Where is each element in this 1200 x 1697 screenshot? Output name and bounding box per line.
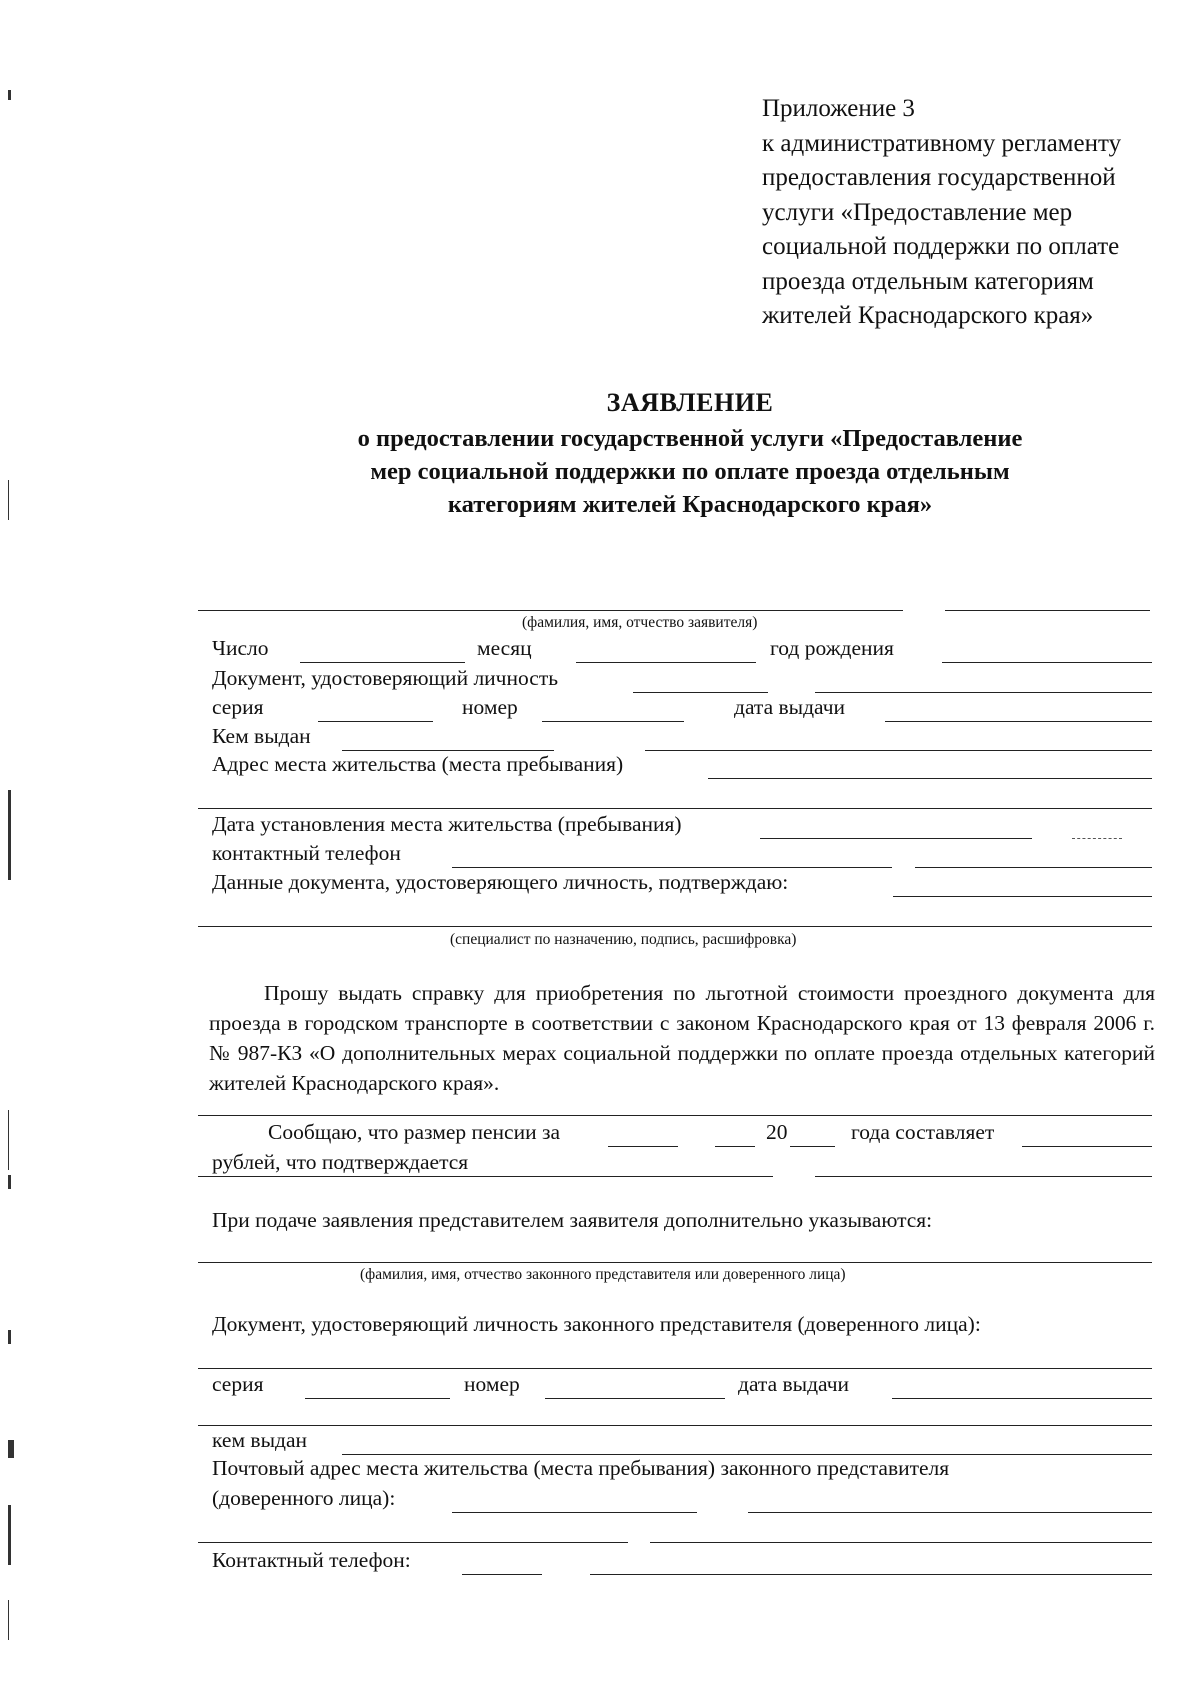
phone-label: контактный телефон [212, 841, 401, 865]
birth-year-label: год рождения [770, 636, 894, 660]
day-field[interactable] [300, 662, 465, 663]
request-paragraph: Прошу выдать справку для приобретения по льготной стоимости проездного документа для проезда в городском транспорте в соответствии с законом Краснодарского края от 13 февраля 2006 г. № 987-КЗ «О дополнительных мерах социальной поддержки по оплате проезда отдельных категорий жителей Краснодарского края». [209, 981, 1155, 1095]
rep-address-field-line-2[interactable] [198, 1542, 628, 1543]
address-field[interactable] [708, 778, 1152, 779]
pension-month-field-tail[interactable] [715, 1146, 755, 1147]
rep-issued-by-label: кем выдан [212, 1428, 308, 1452]
rep-address-label-1: Почтовый адрес места жительства (места пребывания) законного представителя [212, 1456, 950, 1480]
phone-field-tail[interactable] [915, 867, 1152, 868]
id-document-field-tail[interactable] [815, 692, 1152, 693]
appendix-line: социальной поддержки по оплате [762, 233, 1120, 260]
rep-address-label-2: (доверенного лица): [212, 1486, 396, 1510]
rubles-confirmation-field[interactable] [198, 1176, 773, 1177]
representative-intro: При подаче заявления представителем заявителя дополнительно указываются: [212, 1208, 933, 1232]
rep-issue-date-label: дата выдачи [738, 1372, 850, 1396]
appendix-line: услуги «Предоставление мер [762, 198, 1073, 226]
specialist-caption: (специалист по назначению, подпись, расшифровка) [450, 931, 797, 948]
address-field-line-2[interactable] [198, 808, 1152, 809]
confirm-field[interactable] [893, 896, 1152, 897]
appendix-header [762, 92, 1182, 334]
phone-field[interactable] [452, 867, 892, 868]
number-field[interactable] [542, 721, 684, 722]
confirm-label: Данные документа, удостоверяющего личность, подтверждаю: [212, 870, 789, 894]
pension-year-suffix: года составляет [851, 1120, 995, 1144]
applicant-name-field-tail[interactable] [945, 610, 1150, 611]
appendix-line: предоставления государственной [762, 164, 1116, 191]
rubles-confirmation-field-tail[interactable] [815, 1176, 1152, 1177]
issue-date-label: дата выдачи [734, 695, 846, 719]
address-label: Адрес места жительства (места пребывания) [212, 752, 624, 776]
series-label: серия [212, 695, 264, 719]
rep-number-field[interactable] [545, 1398, 725, 1399]
rep-issued-by-field[interactable] [342, 1454, 1152, 1455]
pension-year-field[interactable] [790, 1146, 835, 1147]
appendix-line: жителей Краснодарского края» [762, 302, 1094, 329]
applicant-name-caption: (фамилия, имя, отчество заявителя) [522, 614, 758, 631]
appendix-line: Приложение 3 [762, 95, 915, 122]
applicant-name-field[interactable] [198, 610, 903, 611]
issue-date-field[interactable] [885, 721, 1152, 722]
rep-address-field-line-2-tail[interactable] [650, 1542, 1152, 1543]
residence-date-label: Дата установления места жительства (пребывания) [212, 812, 682, 836]
rep-series-label: серия [212, 1372, 264, 1396]
rep-issue-date-field[interactable] [892, 1398, 1152, 1399]
pension-month-field[interactable] [608, 1146, 678, 1147]
rep-address-field-tail[interactable] [748, 1512, 1152, 1513]
pension-year-prefix: 20 [766, 1120, 788, 1144]
representative-id-field[interactable] [198, 1368, 1152, 1369]
pension-text: Сообщаю, что размер пенсии за [268, 1120, 561, 1144]
rubles-text: рублей, что подтверждается [212, 1150, 469, 1174]
document-subtitle [230, 422, 1150, 521]
pension-top-line[interactable] [198, 1115, 1152, 1116]
residence-date-field-tail[interactable] [1072, 838, 1122, 839]
representative-name-field[interactable] [198, 1262, 1152, 1263]
appendix-line: к административному регламенту [762, 129, 1122, 157]
issued-by-label: Кем выдан [212, 724, 311, 748]
issued-by-field[interactable] [342, 750, 554, 751]
series-field[interactable] [318, 721, 433, 722]
rep-phone-label: Контактный телефон: [212, 1548, 411, 1572]
specialist-signature-field[interactable] [198, 926, 1152, 927]
id-document-label: Документ, удостоверяющий личность [212, 666, 559, 690]
pension-amount-field[interactable] [1022, 1146, 1152, 1147]
scan-margin-marks [0, 0, 30, 1697]
subtitle-line: категориям жителей Краснодарского края» [447, 491, 933, 518]
rep-separator-line [198, 1425, 1152, 1426]
rep-series-field[interactable] [305, 1398, 450, 1399]
rep-phone-field-tail[interactable] [590, 1574, 1152, 1575]
issued-by-field-tail[interactable] [645, 750, 1152, 751]
residence-date-field[interactable] [760, 838, 1032, 839]
birth-year-field[interactable] [942, 662, 1152, 663]
appendix-line: проезда отдельным категориям [762, 267, 1094, 295]
id-document-field[interactable] [633, 692, 768, 693]
rep-number-label: номер [464, 1372, 520, 1396]
number-label: номер [462, 695, 518, 719]
day-label: Число [212, 636, 269, 660]
rep-address-field[interactable] [452, 1512, 697, 1513]
month-label: месяц [477, 636, 532, 660]
rep-phone-field[interactable] [462, 1574, 542, 1575]
month-field[interactable] [576, 662, 756, 663]
subtitle-line: о предоставлении государственной услуги «Предоставление [357, 425, 1023, 452]
document-title: ЗАЯВЛЕНИЕ [606, 388, 774, 417]
subtitle-line: мер социальной поддержки по оплате проезда отдельным [370, 458, 1010, 485]
representative-name-caption: (фамилия, имя, отчество законного представителя или доверенного лица) [360, 1266, 846, 1283]
representative-id-label: Документ, удостоверяющий личность законного представителя (доверенного лица): [212, 1312, 981, 1336]
